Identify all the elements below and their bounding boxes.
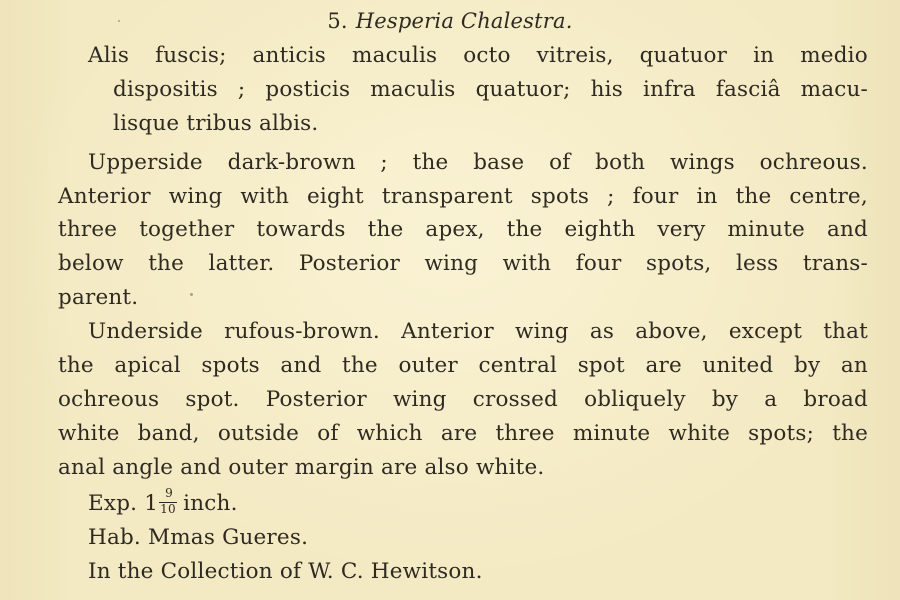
word: as	[589, 319, 615, 344]
word: wing	[514, 319, 569, 344]
word: ;	[607, 184, 615, 209]
word: quatuor	[639, 43, 728, 68]
upperside-line-3	[58, 215, 868, 245]
word: united	[702, 353, 774, 378]
word: eighth	[564, 217, 636, 242]
underside-line-4	[58, 419, 868, 449]
word: wing	[392, 387, 447, 412]
word: the	[735, 184, 772, 209]
upperside-line-2	[58, 182, 868, 212]
word: base	[473, 150, 525, 175]
word: the	[367, 217, 404, 242]
word: spots	[530, 184, 590, 209]
word: wings	[669, 150, 735, 175]
word: rufous-brown.	[224, 319, 380, 344]
word: a	[764, 387, 778, 412]
word: spot	[577, 353, 625, 378]
word: Alis	[88, 43, 130, 68]
word: minute	[572, 421, 651, 446]
word: wing	[168, 184, 223, 209]
expanse-numerator: 9	[165, 486, 173, 500]
word: the	[148, 251, 185, 276]
word: Upperside	[88, 150, 203, 175]
word: crossed	[472, 387, 558, 412]
word: medio	[800, 43, 868, 68]
word: Posterior	[265, 387, 367, 412]
word: four	[575, 251, 622, 276]
word: the	[58, 353, 94, 378]
upperside-line-4	[58, 249, 868, 279]
word: of	[317, 421, 339, 446]
word: fuscis;	[155, 43, 227, 68]
word: obliquely	[584, 387, 686, 412]
underside-line-3	[58, 385, 868, 415]
word: below	[58, 251, 124, 276]
word: and	[826, 217, 868, 242]
word: latter.	[208, 251, 275, 276]
word: of	[549, 150, 571, 175]
word: in	[753, 43, 775, 68]
word: which	[356, 421, 423, 446]
word: the	[342, 353, 378, 378]
word: very	[657, 217, 706, 242]
word: with	[502, 251, 552, 276]
expanse-unit: inch.	[183, 491, 238, 516]
expanse-fraction	[159, 486, 177, 516]
word: maculis	[352, 43, 438, 68]
expanse-label: Exp.	[88, 491, 138, 516]
expanse-whole: 1	[144, 491, 159, 516]
word: Anterior	[58, 184, 151, 209]
word: broad	[803, 387, 868, 412]
word: wing	[424, 251, 479, 276]
word: Anterior	[401, 319, 494, 344]
paper-speck	[118, 20, 120, 22]
word: transparent	[381, 184, 513, 209]
word: ;	[380, 150, 388, 175]
word: spots;	[748, 421, 815, 446]
word: four	[632, 184, 679, 209]
word: spot.	[185, 387, 240, 412]
word: vitreis,	[536, 43, 614, 68]
word: maculis	[370, 77, 456, 102]
latin-line-2	[113, 75, 868, 105]
word: octo	[463, 43, 511, 68]
word: apical	[114, 353, 181, 378]
word: ochreous	[58, 387, 160, 412]
word: the	[506, 217, 543, 242]
species-number: 5.	[327, 9, 348, 33]
species-heading	[0, 6, 900, 36]
word: and	[280, 353, 322, 378]
word: by	[794, 353, 821, 378]
word: by	[711, 387, 739, 412]
word: anticis	[252, 43, 327, 68]
paper-speck	[190, 293, 193, 296]
latin-line-3: lisque tribus albis.	[113, 111, 319, 136]
expanse-denominator: 10	[160, 502, 176, 516]
word: spots,	[646, 251, 712, 276]
word: quatuor;	[475, 77, 571, 102]
word: the	[832, 421, 868, 446]
word: except	[728, 319, 803, 344]
word: towards	[256, 217, 346, 242]
word: less	[735, 251, 779, 276]
word: are	[440, 421, 478, 446]
word: posticis	[265, 77, 351, 102]
collection-line: In the Collection of W. C. Hewitson.	[88, 559, 483, 584]
word: centre,	[789, 184, 868, 209]
underside-line-5: anal angle and outer margin are also white.	[58, 455, 545, 480]
word: outer	[398, 353, 458, 378]
word: his	[590, 77, 623, 102]
underside-line-2	[58, 351, 868, 381]
word: macu-	[800, 77, 868, 102]
word: are	[645, 353, 682, 378]
word: eight	[307, 184, 364, 209]
word: minute	[727, 217, 805, 242]
word: infra	[643, 77, 696, 102]
word: with	[240, 184, 289, 209]
underside-line-1	[88, 317, 868, 347]
word: dispositis	[113, 77, 218, 102]
word: fasciâ	[715, 77, 781, 102]
upperside-line-1	[88, 148, 868, 178]
word: Underside	[88, 319, 203, 344]
word: dark-brown	[227, 150, 356, 175]
word: together	[139, 217, 235, 242]
word: apex,	[425, 217, 485, 242]
word: central	[478, 353, 558, 378]
word: both	[595, 150, 646, 175]
word: above,	[635, 319, 708, 344]
word: spots	[201, 353, 260, 378]
expanse-line	[88, 486, 238, 519]
word: in	[696, 184, 718, 209]
word: trans-	[802, 251, 868, 276]
word: white	[668, 421, 731, 446]
word: ;	[237, 77, 246, 102]
word: that	[823, 319, 868, 344]
word: ochreous.	[759, 150, 868, 175]
species-title: Hesperia Chalestra.	[355, 9, 573, 33]
word: three	[495, 421, 555, 446]
word: three	[58, 217, 118, 242]
upperside-line-5: parent.	[58, 285, 139, 310]
word: the	[412, 150, 449, 175]
word: band,	[137, 421, 200, 446]
latin-line-1	[88, 41, 868, 71]
word: outside	[217, 421, 300, 446]
word: Posterior	[298, 251, 400, 276]
habitat-line: Hab. Mmas Gueres.	[88, 525, 309, 550]
word: an	[840, 353, 868, 378]
word: white	[58, 421, 120, 446]
